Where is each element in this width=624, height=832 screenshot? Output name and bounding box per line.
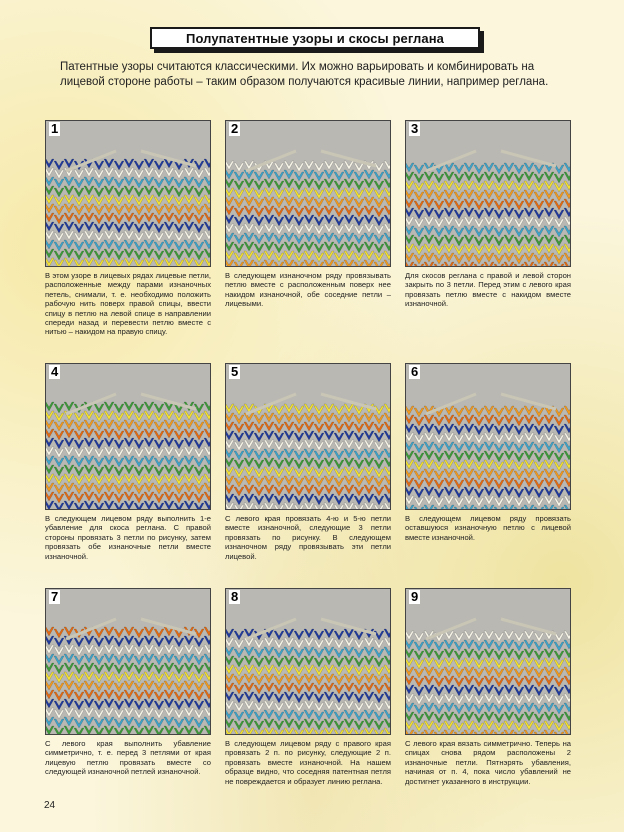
step-caption: С левого края выполнить убавление симметрично, т. е. перед 3 петлями от края лицевую петлю провязать вместе со следующей изнаночной петлей изнаночной. xyxy=(45,739,211,777)
step-panel-9 xyxy=(405,588,571,786)
page-title: Полупатентные узоры и скосы реглана xyxy=(186,30,444,46)
knitting-photo xyxy=(45,363,211,510)
step-caption: В следующем лицевом ряду с правого края провязать 2 п. по рисунку, следующие 2 п. провязать вместе изнаночной. На нашем образце видно, что соседняя патентная петля не повреждается и образует линию реглана. xyxy=(225,739,391,786)
step-caption: В этом узоре в лицевых рядах лицевые петли, расположенные между парами изнаночных петель, снимали, т. е. необходимо положить рабочую нить поверх правой спицы, ввести спицу в петлю на левой спице в направлении спереди назад и перевести петлю вместе с нитью – накидом на правую спицу. xyxy=(45,271,211,337)
step-panel-6 xyxy=(405,363,571,542)
step-caption: В следующем изнаночном ряду провязывать петлю вместе с расположенным поверх нее накидом изнаночной, обе соседние петли – лицевыми. xyxy=(225,271,391,309)
title-box xyxy=(150,27,480,49)
knitting-photo xyxy=(405,588,571,735)
knitting-photo xyxy=(225,588,391,735)
knitting-photo xyxy=(405,120,571,267)
step-panel-5 xyxy=(225,363,391,561)
step-number: 9 xyxy=(411,589,419,604)
step-caption: В следующем лицевом ряду выполнить 1-е убавление для скоса реглана. С правой стороны провязать 3 петли по рисунку, затем провязать обе изнаночные петли вместе изнаночной. xyxy=(45,514,211,561)
step-panel-1 xyxy=(45,120,211,337)
step-panel-4 xyxy=(45,363,211,561)
step-number: 3 xyxy=(411,121,419,136)
step-panel-2 xyxy=(225,120,391,309)
knitting-photo xyxy=(45,588,211,735)
step-number: 2 xyxy=(231,121,239,136)
step-number: 6 xyxy=(411,364,419,379)
step-panel-8 xyxy=(225,588,391,786)
intro-paragraph: Патентные узоры считаются классическими. Их можно варьировать и комбинировать на лицевой стороне работы – таким образом получаются красивые линии, например реглана. xyxy=(60,61,549,88)
step-panel-3 xyxy=(405,120,571,309)
step-number: 1 xyxy=(51,121,59,136)
page-number: 24 xyxy=(44,800,56,811)
step-number: 5 xyxy=(231,364,239,379)
knitting-photo xyxy=(225,363,391,510)
step-number: 7 xyxy=(51,589,59,604)
step-number: 8 xyxy=(231,589,239,604)
step-number: 4 xyxy=(51,364,59,379)
step-caption: С левого края вязать симметрично. Теперь на спицах снова рядом расположены 2 изнаночные петли. Пятнэрять убавления, начиная от п. 4, пока число убавлений не достигнет указанного в инструкции. xyxy=(405,739,571,786)
step-caption: В следующем лицевом ряду провязать оставшуюся изнаночную петлю с лицевой вместе изнаночной. xyxy=(405,514,571,542)
step-caption: С левого края провязать 4-ю и 5-ю петли вместе изнаночной, следующие 3 петли провязать по рисунку. В следующем изнаночном ряду провязывать эти петли лицевой. xyxy=(225,514,391,561)
step-panel-7 xyxy=(45,588,211,777)
knitting-photo xyxy=(405,363,571,510)
step-caption: Для скосов реглана с правой и левой сторон закрыть по 3 петли. Перед этим с левого края провязать петлю вместе с накидом вместе изнаночной. xyxy=(405,271,571,309)
knitting-photo xyxy=(225,120,391,267)
knitting-photo xyxy=(45,120,211,267)
